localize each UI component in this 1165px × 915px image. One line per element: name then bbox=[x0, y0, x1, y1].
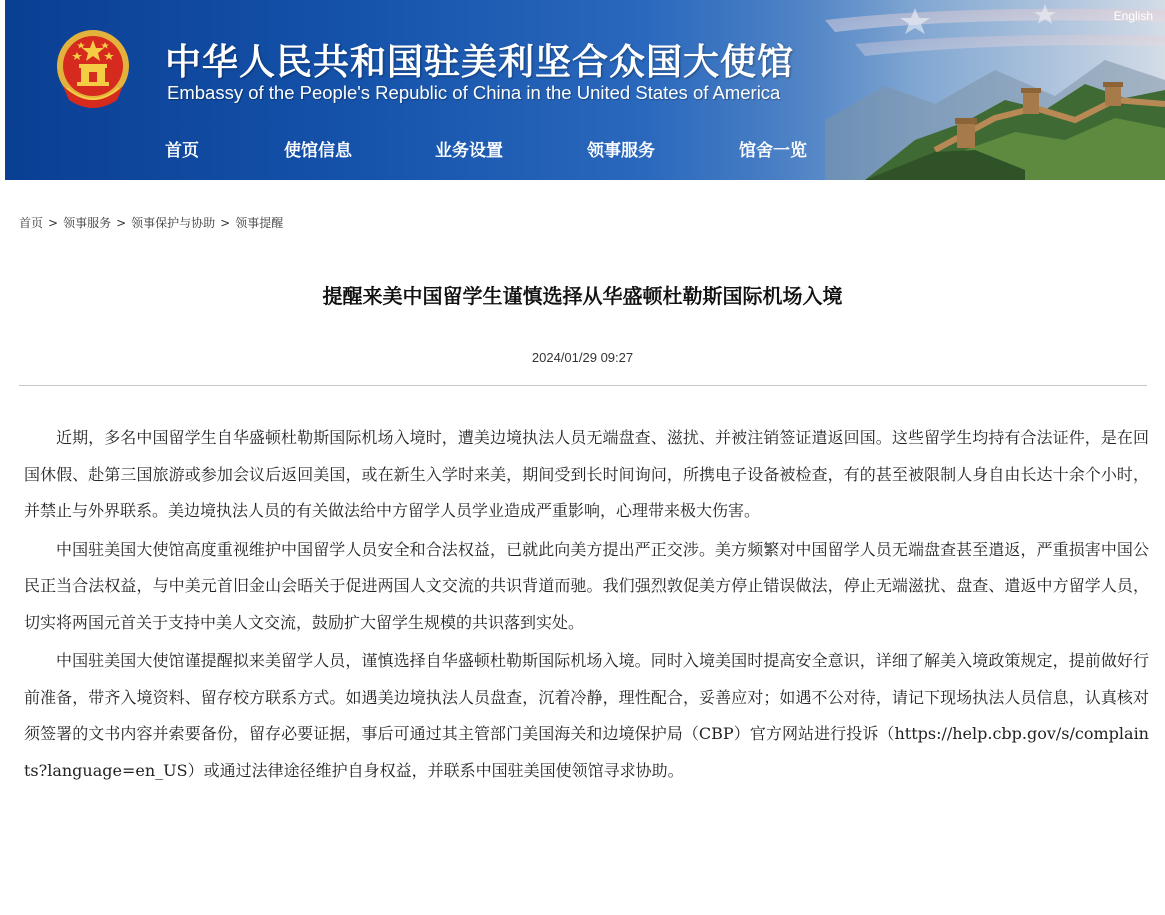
nav-item-consular-services[interactable]: 领事服务 bbox=[587, 141, 655, 161]
breadcrumb-item-home[interactable]: 首页 bbox=[19, 216, 44, 230]
article-paragraph: 近期，多名中国留学生自华盛顿杜勒斯国际机场入境时，遭美边境执法人员无端盘查、滋扰、并被注销签证遣返回国。这些留学生均持有合法证件，是在回国休假、赴第三国旅游或参加会议后返回美国，或在新生入学时来美，期间受到长时间询问，所携电子设备被检查，有的甚至被限制人身自由长达十余个小时，并禁止与外界联系。美边境执法人员的有关做法给中方留学人员学业造成严重影响，心理带来极大伤害。 bbox=[24, 428, 1149, 520]
article-paragraph: 中国驻美国大使馆高度重视维护中国留学人员安全和合法权益，已就此向美方提出严正交涉。美方频繁对中国留学人员无端盘查甚至遣返，严重损害中国公民正当合法权益，与中美元首旧金山会晤关于促进两国人文交流的共识背道而驰。我们强烈敦促美方停止错误做法，停止无端滋扰、盘查、遣返中方留学人员，切实将两国元首关于支持中美人文交流，鼓励扩大留学生规模的共识落到实处。 bbox=[24, 539, 1149, 632]
breadcrumb-item-consular-reminders[interactable]: 领事提醒 bbox=[235, 216, 284, 230]
breadcrumb-separator: > bbox=[48, 216, 59, 230]
embassy-name-chinese: 中华人民共和国驻美利坚合众国大使馆 bbox=[165, 42, 795, 83]
breadcrumb bbox=[19, 214, 283, 231]
nav-item-departments[interactable]: 业务设置 bbox=[435, 141, 503, 161]
national-emblem-icon bbox=[53, 26, 133, 110]
main-navigation bbox=[5, 136, 905, 166]
article-title: 提醒来美中国留学生谨慎选择从华盛顿杜勒斯国际机场入境 bbox=[322, 284, 843, 308]
breadcrumb-separator: > bbox=[116, 216, 127, 230]
breadcrumb-separator: > bbox=[220, 216, 231, 230]
nav-item-premises[interactable]: 馆舍一览 bbox=[739, 141, 807, 161]
article-date: 2024/01/29 09:27 bbox=[531, 350, 634, 365]
embassy-name-english: Embassy of the People's Republic of China in the United States of America bbox=[167, 82, 781, 103]
nav-item-embassy-info[interactable]: 使馆信息 bbox=[284, 141, 352, 161]
article-paragraph: 中国驻美国大使馆谨提醒拟来美留学人员，谨慎选择自华盛顿杜勒斯国际机场入境。同时入境美国时提高安全意识，详细了解美入境政策规定，提前做好行前准备，带齐入境资料、留存校方联系方式。如遇美边境执法人员盘查，沉着冷静，理性配合，妥善应对；如遇不公对待，请记下现场执法人员信息，认真核对须签署的文书内容并索要备份，留存必要证据，事后可通过其主管部门美国海关和边境保护局（CBP）官方网站进行投诉（https://help.cbp.gov/s/complaints?language=en_US）或通过法律途径维护自身权益，并联系中国驻美国使领馆寻求协助。 bbox=[24, 651, 1149, 780]
article-body bbox=[24, 420, 1149, 791]
title-divider bbox=[19, 385, 1147, 386]
english-language-link[interactable]: English bbox=[1113, 9, 1153, 23]
nav-item-home[interactable]: 首页 bbox=[165, 141, 199, 161]
site-header bbox=[5, 0, 1165, 180]
breadcrumb-item-consular-services[interactable]: 领事服务 bbox=[63, 216, 112, 230]
breadcrumb-item-consular-protection[interactable]: 领事保护与协助 bbox=[131, 216, 216, 230]
